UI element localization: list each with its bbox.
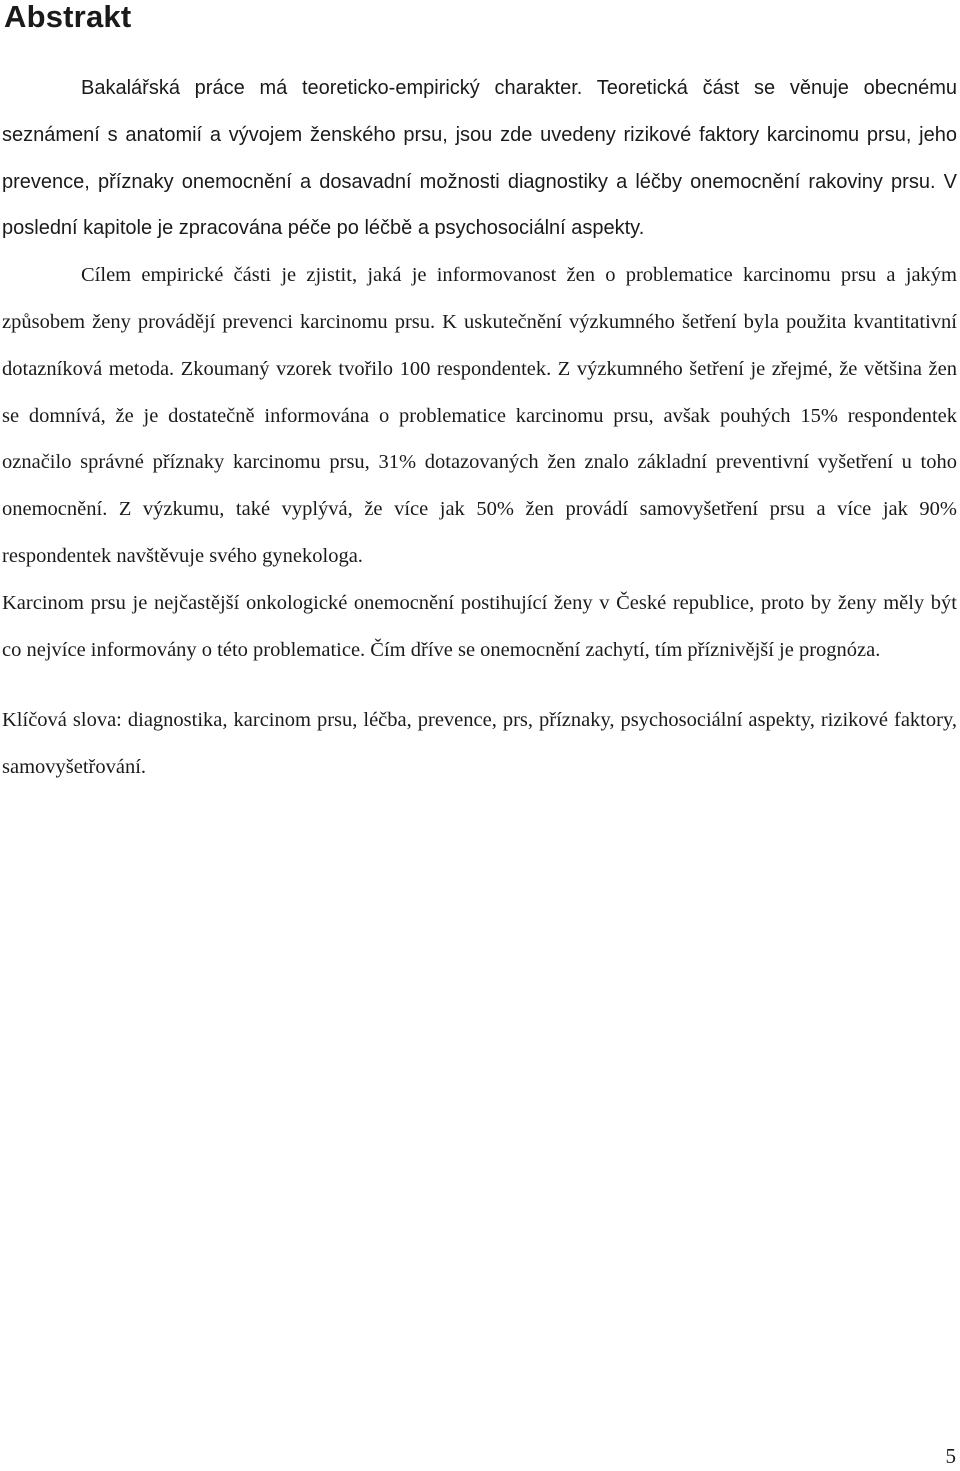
abstract-paragraph-intro: Bakalářská práce má teoreticko-empirický charakter. Teoretická část se věnuje obecnému seznámení s anatomií a vývojem ženského prsu, jsou zde uvedeny rizikové faktory karcinomu prsu, jeho prevence, příznaky onemocnění a dosavadní možnosti diagnostiky a léčby onemocnění rakoviny prsu. V poslední kapitole je zpracována péče po léčbě a psychosociální aspekty. xyxy=(2,77,957,240)
page-heading: Abstrakt xyxy=(4,0,132,34)
abstract-body xyxy=(2,65,957,791)
abstract-paragraph-empirical: Cílem empirické části je zjistit, jaká je informovanost žen o problematice karcinomu prsu a jakým způsobem ženy provádějí prevenci karcinomu prsu. K uskutečnění výzkumného šetření byla použita kvantitativní dotazníková metoda. Zkoumaný vzorek tvořilo 100 respondentek. Z výzkumného šetření je zřejmé, že většina žen se domnívá, že je dostatečně informována o problematice karcinomu prsu, avšak pouhých 15% respondentek označilo správné příznaky karcinomu prsu, 31% dotazovaných žen znalo základní preventivní vyšetření u toho onemocnění. Z výzkumu, také vyplývá, že více jak 50% žen provádí samovyšetření prsu a více jak 90% respondentek navštěvuje svého gynekologa. xyxy=(2,264,957,567)
page-number: 5 xyxy=(945,1444,956,1468)
abstract-paragraph-conclusion: Karcinom prsu je nejčastější onkologické onemocnění postihující ženy v České republice, proto by ženy měly být co nejvíce informovány o této problematice. Čím dříve se onemocnění zachytí, tím příznivější je prognóza. xyxy=(2,591,957,661)
keywords-paragraph: Klíčová slova: diagnostika, karcinom prsu, léčba, prevence, prs, příznaky, psychosociální aspekty, rizikové faktory, samovyšetřování. xyxy=(2,709,957,779)
